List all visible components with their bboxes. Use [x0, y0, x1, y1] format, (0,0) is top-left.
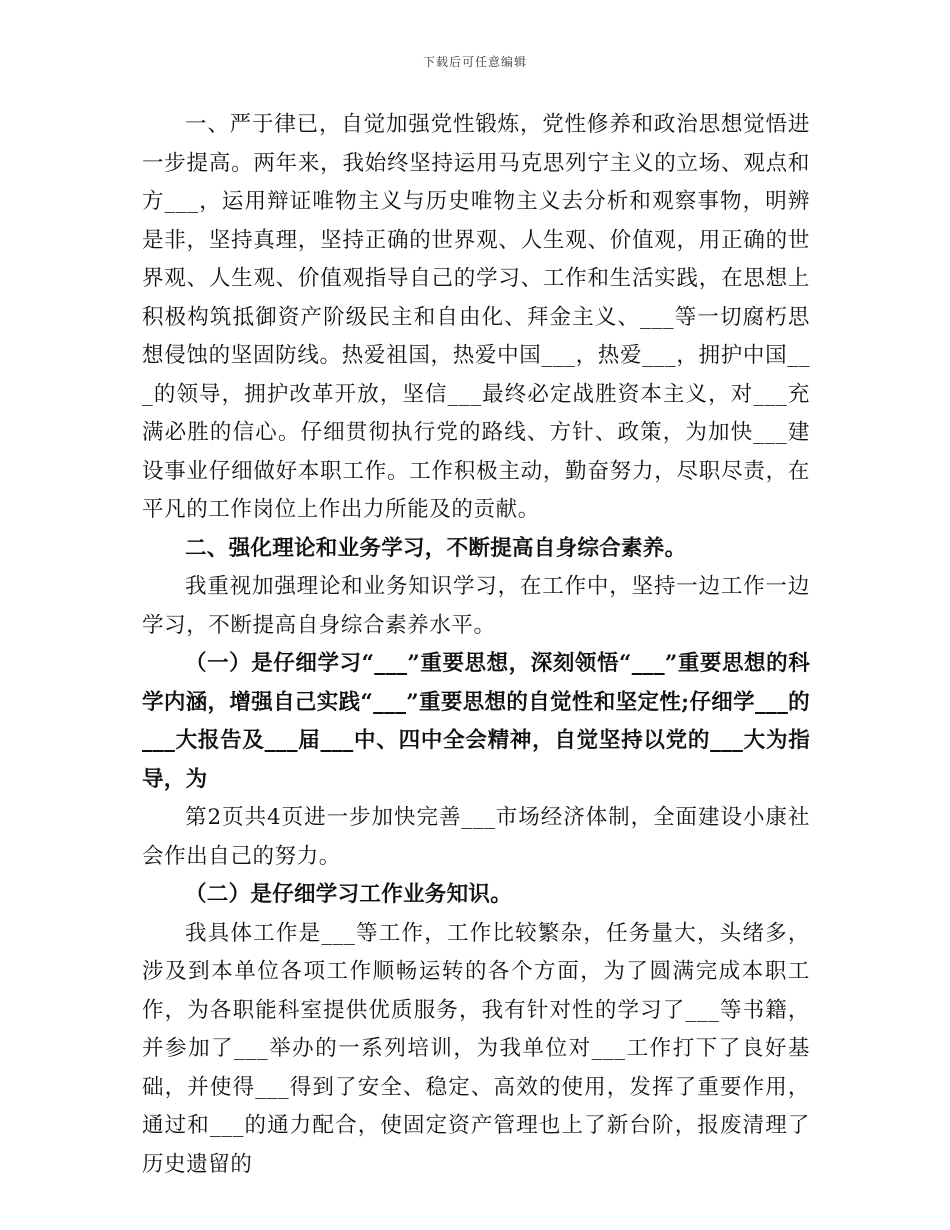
document-body: [142, 106, 810, 1184]
page-header: 下载后可任意编辑: [422, 55, 527, 69]
paragraph-page-continuation: 第2页共4页进一步加快完善___市场经济体制，全面建设小康社会作出自己的努力。: [142, 805, 810, 869]
paragraph-self-discipline: 一、严于律已，自觉加强党性锻炼，党性修养和政治思想觉悟进一步提高。两年来，我始终坚持运用马克思列宁主义的立场、观点和方___，运用辩证唯物主义与历史唯物主义去分析和观察事物，明辨是非，坚持真理，坚持正确的世界观、人生观、价值观，用正确的世界观、人生观、价值观指导自己的学习、工作和生活实践，在思想上积极构筑抵御资产阶级民主和自由化、拜金主义、___等一切腐朽思想侵蚀的坚固防线。热爱祖国，热爱中国___，热爱___，拥护中国___的领导，拥护改革开放，坚信___最终必定战胜资本主义，对___充满必胜的信心。仔细贯彻执行党的路线、方针、政策，为加快___建设事业仔细做好本职工作。工作积极主动，勤奋努力，尽职尽责，在平凡的工作岗位上作出力所能及的贡献。: [142, 112, 810, 522]
subheading-study-thought: （一）是仔细学习“___”重要思想，深刻领悟“___”重要思想的科学内涵，增强自己实践“___”重要思想的自觉性和坚定性;仔细学___的___大报告及___届___中、四中全会精神，自觉坚持以党的___大为指导，为: [142, 651, 810, 792]
paragraph-job-duties: 我具体工作是___等工作，工作比较繁杂，任务量大，头绪多，涉及到本单位各项工作顺畅运转的各个方面，为了圆满完成本职工作，为各职能科室提供优质服务，我有针对性的学习了___等书籍，并参加了___举办的一系列培训，为我单位对___工作打下了良好基础，并使得___得到了安全、稳定、高效的使用，发挥了重要作用，通过和___的通力配合，使固定资产管理也上了新台阶，报废清理了历史遗留的: [142, 920, 810, 1177]
paragraph-study-intro: 我重视加强理论和业务知识学习，在工作中，坚持一边工作一边学习，不断提高自身综合素养水平。: [142, 574, 810, 638]
subheading-business-knowledge: （二）是仔细学习工作业务知识。: [185, 882, 513, 907]
heading-theory-study: 二、强化理论和业务学习，不断提高自身综合素养。: [185, 535, 687, 561]
